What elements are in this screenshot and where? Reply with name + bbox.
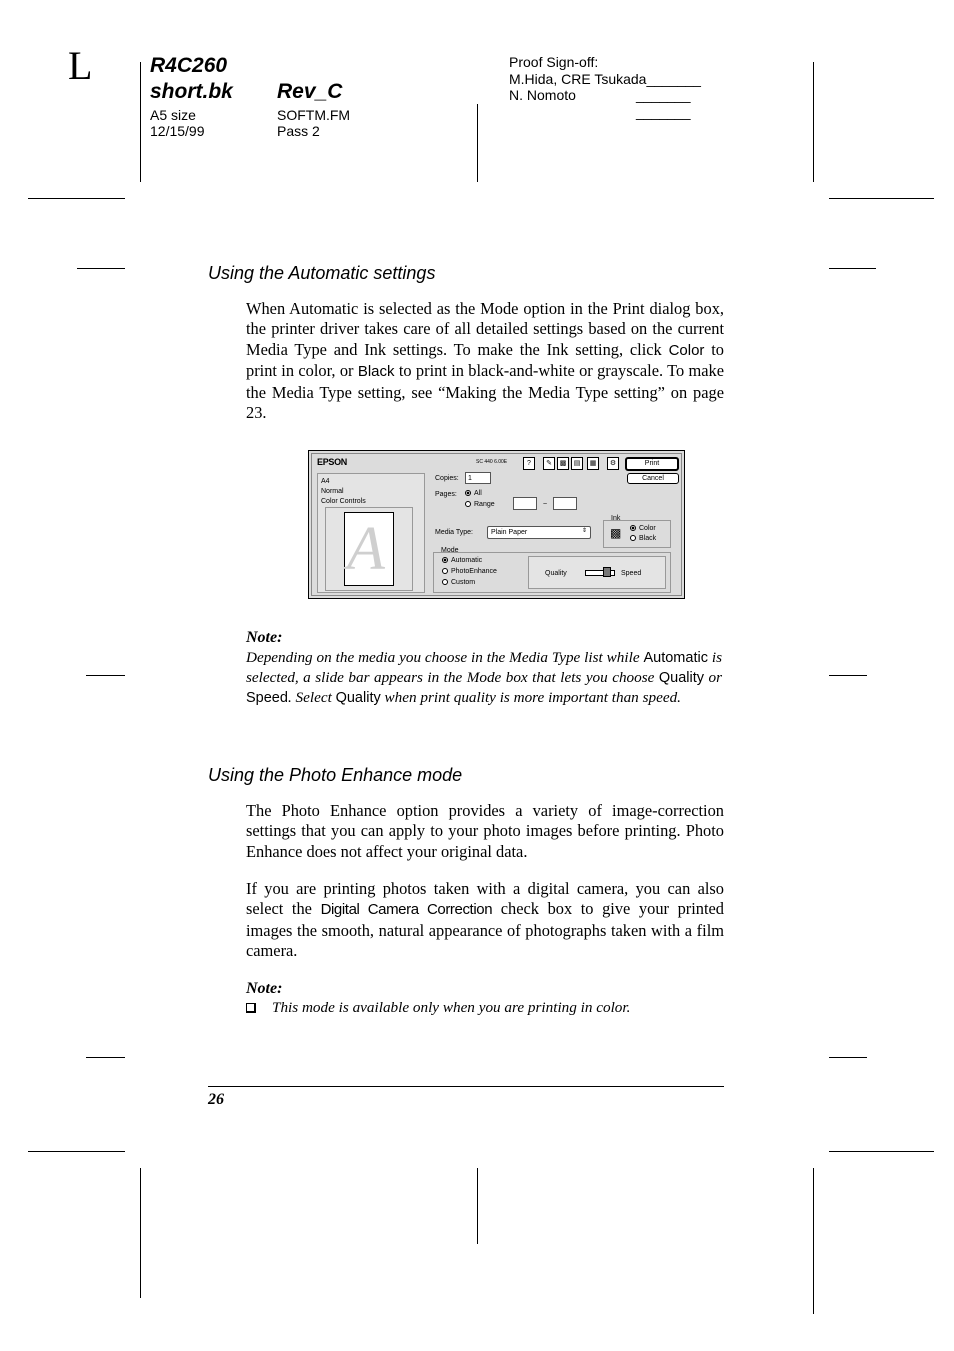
proof-blank-3: _______ [636, 104, 691, 120]
mode-group [433, 552, 671, 593]
slider-thumb[interactable] [603, 567, 611, 577]
quality-speed-panel [528, 556, 666, 589]
crop-mark [86, 675, 125, 676]
paragraph-text: When Automatic is selected as the Mode option in the Print dialog box, the printer driver takes care of all detailed settings based on the current Media Type and Ink settings. To make the Ink setting, click [246, 299, 724, 359]
pages-range-radio[interactable] [465, 501, 495, 508]
note-title: Note: [246, 629, 283, 646]
proof-line-2: N. Nomoto [509, 87, 576, 103]
note-automatic [246, 648, 722, 709]
help-icon[interactable]: ? [523, 457, 535, 470]
ink-cartridge-icon: ▩ [610, 526, 622, 540]
crop-mark [28, 198, 125, 199]
model-code: R4C260 [150, 54, 228, 77]
ink-color-label: Color [639, 525, 656, 532]
book-name: short.bk [150, 80, 233, 103]
ui-term-color: Color [668, 341, 705, 359]
utility-icon[interactable]: ⚙ [607, 457, 619, 470]
pages-range-label: Range [474, 501, 495, 508]
file-name: SOFTM.FM [277, 107, 351, 123]
print-button[interactable]: Print [625, 457, 679, 471]
pages-all-radio[interactable] [465, 490, 482, 497]
proof-blank-2: _______ [636, 87, 691, 103]
note-color-only [246, 998, 722, 1018]
ink-black-radio[interactable] [630, 535, 656, 542]
stylus-icon[interactable]: ✎ [543, 457, 555, 470]
paragraph-text: check box to give your printed images the smooth, natural appearance of photographs taken with a film camera. [246, 899, 725, 961]
mode-automatic-label: Automatic [451, 557, 483, 564]
note-item-text: This mode is available only when you are printing in color. [272, 999, 631, 1016]
page-number: 26 [208, 1091, 224, 1108]
crop-mark [140, 1168, 141, 1298]
page-preview [344, 512, 394, 586]
printer-model: SC 440 6.00E [476, 459, 508, 465]
crop-mark [477, 104, 478, 182]
crop-mark [86, 1057, 125, 1058]
automatic-paragraph [246, 299, 724, 423]
media-type-label: Media Type: [435, 529, 474, 536]
pass: Pass 2 [277, 123, 320, 139]
pages-label: Pages: [435, 491, 457, 498]
side-letter: L [68, 43, 93, 88]
media-type-value: Plain Paper [491, 529, 528, 536]
paper-size-label: A4 [321, 478, 330, 485]
photo-enhance-paragraph-2 [246, 879, 724, 962]
crop-mark [77, 268, 125, 269]
paragraph-text: to print in color, or [246, 339, 724, 381]
ui-term-black: Black [357, 363, 395, 381]
revision: Rev_C [277, 80, 343, 103]
media-type-select[interactable] [487, 526, 591, 539]
note-text: Depending on the media you choose in the Media Type list while [246, 649, 640, 666]
preview-letter: A [347, 515, 385, 583]
ui-term-quality: Quality [335, 690, 381, 707]
quality-label: Quality [545, 570, 567, 577]
grid-icon[interactable]: ▦ [587, 457, 599, 470]
ink-label: Ink [611, 515, 621, 522]
paragraph-text: If you are printing photos taken with a digital camera, you can also select the [246, 879, 724, 919]
crop-mark [829, 675, 867, 676]
ui-term-automatic: Automatic [643, 650, 708, 666]
mode-label: Mode [441, 547, 459, 554]
mode-photoenhance-radio[interactable] [442, 568, 497, 575]
proof-line-1: M.Hida, CRE Tsukada_______ [509, 71, 701, 87]
date: 12/15/99 [150, 123, 205, 139]
footer-rule [208, 1086, 724, 1087]
crop-mark [829, 268, 876, 269]
copies-value: 1 [468, 475, 472, 482]
ink-color-radio[interactable] [630, 525, 656, 532]
crop-mark [140, 62, 141, 182]
note-text: . Select [287, 689, 332, 707]
ui-term-quality: Quality [658, 670, 705, 687]
crop-mark [28, 1151, 125, 1152]
mode-automatic-radio[interactable] [442, 557, 482, 564]
crop-mark [813, 62, 814, 182]
color-controls-label: Color Controls [321, 498, 366, 505]
copies-label: Copies: [435, 475, 459, 482]
cancel-button[interactable]: Cancel [627, 473, 679, 484]
crop-mark [477, 1168, 478, 1244]
crop-mark [829, 198, 934, 199]
note-title: Note: [246, 980, 283, 997]
pages-all-label: All [474, 490, 482, 497]
ink-group [603, 520, 671, 548]
mode-photoenhance-label: PhotoEnhance [451, 568, 497, 575]
layout-icon[interactable]: ▩ [557, 457, 569, 470]
section-heading-automatic: Using the Automatic settings [208, 263, 436, 283]
copy-icon[interactable]: ▤ [571, 457, 583, 470]
range-separator: ~ [543, 501, 548, 508]
print-dialog [308, 450, 685, 599]
paragraph-text: to print in black-and-white or grayscale. To make the Media Type setting, see “Making the Media Type setting” on page 23. [246, 361, 724, 423]
range-to-input[interactable] [553, 497, 577, 510]
crop-mark [829, 1057, 867, 1058]
epson-logo: EPSON [317, 457, 348, 467]
ink-black-label: Black [639, 535, 657, 542]
proof-title: Proof Sign-off: [509, 54, 599, 70]
note-text: when print quality is more important than speed. [384, 689, 681, 707]
paper-size: A5 size [150, 107, 196, 123]
ui-term-digital-camera-correction: Digital Camera Correction [320, 901, 493, 919]
select-arrows-icon: ⇕ [581, 528, 587, 534]
mode-custom-label: Custom [451, 579, 476, 586]
note-text: or [708, 669, 723, 687]
photo-enhance-paragraph-1: The Photo Enhance option provides a variety of image-correction settings that you can apply to your photo images before printing. Photo Enhance does not affect your original data. [246, 801, 724, 861]
note-text: is selected, a slide bar appears in the Mode box that lets you choose [246, 649, 722, 687]
range-from-input[interactable] [513, 497, 537, 510]
orientation-label: Normal [321, 488, 344, 495]
crop-mark [813, 1168, 814, 1314]
copies-input[interactable] [465, 472, 491, 484]
section-heading-photo-enhance: Using the Photo Enhance mode [208, 765, 463, 785]
ui-term-speed: Speed [246, 690, 288, 707]
mode-custom-radio[interactable] [442, 579, 475, 586]
bullet-box-icon [246, 1003, 256, 1013]
speed-label: Speed [621, 570, 642, 577]
crop-mark [829, 1151, 934, 1152]
